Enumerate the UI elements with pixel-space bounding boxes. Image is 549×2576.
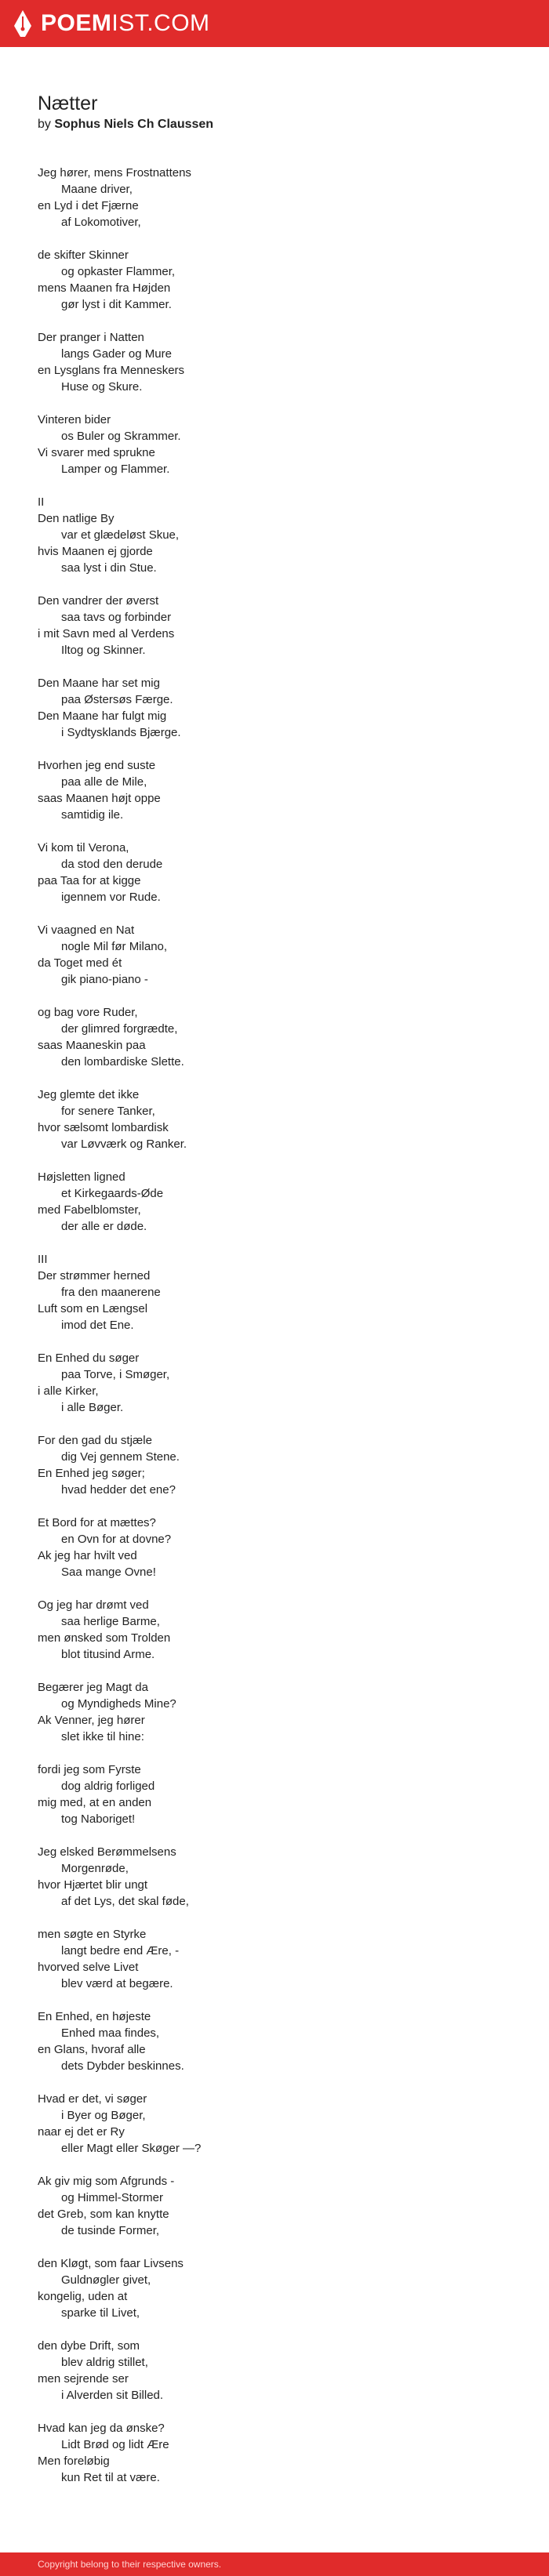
poem-content [38,93,516,2502]
poem-stanza [38,757,516,823]
poem-line: Enhed maa findes, [61,2026,160,2040]
poem-author[interactable]: Sophus Niels Ch Claussen [54,118,214,131]
poem-line: et Kirkegaards-Øde [61,1187,164,1200]
poem-line: paa Taa for at kigge [38,874,141,887]
poem-line: og Himmel-Stormer [61,2191,164,2204]
poem-line: for senere Tanker, [61,1105,155,1118]
poem-line: men ønsked som Trolden [38,1631,171,1645]
poem-line: i alle Kirker, [38,1384,99,1398]
poem-line: en Lyd i det Fjærne [38,199,139,212]
poem-line: For den gad du stjæle [38,1434,152,1447]
poem-line: men søgte en Styrke [38,1928,147,1941]
poem-line: Saa mange Ovne! [61,1566,156,1579]
poem-line: en Glans, hvoraf alle [38,2043,146,2056]
poem-line: en Lysglans fra Menneskers [38,364,185,377]
poem-line: Den Maane har fulgt mig [38,709,167,723]
poem-stanza [38,2338,516,2404]
poem-line: den dybe Drift, som [38,2339,140,2353]
poem-line: saas Maanen højt oppe [38,792,161,805]
poem-line: den lombardiske Slette. [61,1055,184,1068]
poem-line: sparke til Livet, [61,2306,140,2320]
poem-line: gør lyst i dit Kammer. [61,298,172,311]
poem-line: saa herlige Barme, [61,1615,160,1628]
poem-line: Et Bord for at mættes? [38,1516,156,1529]
poem-line: slet ikke til hine: [61,1730,144,1743]
byline-prefix: by [38,118,51,131]
poem-line: Begærer jeg Magt da [38,1681,148,1694]
poem-line: der glimred forgrædte, [61,1022,178,1036]
poem-line: af Lokomotiver, [61,216,141,229]
poem-line: Jeg elsked Berømmelsens [38,1845,176,1859]
poem-line: af det Lys, det skal føde, [61,1895,189,1908]
poem-line: blev aldrig stillet, [61,2356,148,2369]
poem-stanza [38,2173,516,2239]
poem-line: fordi jeg som Fyrste [38,1763,141,1776]
poem-line: Morgenrøde, [61,1862,129,1875]
poem-line: En Enhed du søger [38,1351,140,1365]
copyright-notice: Copyright belong to their respective owners. [38,2559,222,2570]
poem-line: kun Ret til at være. [61,2471,160,2484]
poem-title: Nætter [38,93,98,114]
poem-line: Den natlige By [38,512,115,525]
poem-stanza [38,840,516,905]
poem-line: mens Maanen fra Højden [38,281,171,295]
poem-line: med Fabelblomster, [38,1203,141,1217]
poem-stanza [38,2008,516,2074]
poem-stanza [38,1087,516,1152]
poem-line: hvad hedder det ene? [61,1483,176,1497]
logo-text-bold: POEM [41,10,112,36]
poem-line: og opkaster Flammer, [61,265,176,278]
poem-stanza [38,412,516,477]
poem-line: Vi svarer med sprukne [38,446,155,459]
poem-line: Vi vaagned en Nat [38,923,135,937]
poem-line: Ak Venner, jeg hører [38,1714,145,1727]
poem-line: saas Maaneskin paa [38,1039,146,1052]
poem-stanza [38,1679,516,1745]
poem-line: imod det Ene. [61,1319,134,1332]
logo-text [41,10,210,37]
site-header [0,0,549,47]
poem-line: En Enhed, en højeste [38,2010,151,2023]
poem-line: Hvad er det, vi søger [38,2092,147,2106]
poem-line: Luft som en Længsel [38,1302,148,1315]
poem-line: kongelig, uden at [38,2290,128,2303]
poem-line: dog aldrig forliged [61,1780,155,1793]
poem-line: de skifter Skinner [38,249,129,262]
poem-line: hvorved selve Livet [38,1961,139,1974]
poem-stanza [38,494,516,576]
poem-stanza [38,1004,516,1070]
poem-line: langs Gader og Mure [61,347,172,361]
poem-line: mig med, at en anden [38,1796,152,1809]
poem-line: Hvad kan jeg da ønske? [38,2422,165,2435]
poem-line: i Alverden sit Billed. [61,2389,164,2402]
poem-line: den Kløgt, som faar Livsens [38,2257,184,2270]
poem-stanza [38,2420,516,2486]
poem-body [38,165,516,2486]
poem-line: det Greb, som kan knytte [38,2208,169,2221]
poem-line: Og jeg har drømt ved [38,1598,149,1612]
poem-line: Den vandrer der øverst [38,594,159,608]
poem-line: hvor sælsomt lombardisk [38,1121,169,1134]
poem-line: hvis Maanen ej gjorde [38,545,153,558]
poem-line: blot titusind Arme. [61,1648,155,1661]
poem-line: paa Torve, i Smøger, [61,1368,170,1381]
poem-line: Huse og Skure. [61,380,143,394]
poem-line: igennem vor Rude. [61,891,161,904]
poem-line: i alle Bøger. [61,1401,124,1414]
poem-stanza [38,247,516,313]
poem-line: og Myndigheds Mine? [61,1697,176,1711]
poem-stanza [38,1515,516,1580]
poem-line: dets Dybder beskinnes. [61,2059,184,2073]
poem-line: da Toget med ét [38,956,122,970]
poem-byline [38,118,516,132]
poem-line: nogle Mil før Milano, [61,940,168,953]
poem-line: de tusinde Former, [61,2224,160,2237]
poem-stanza [38,1844,516,1910]
poem-stanza [38,1169,516,1235]
poem-line: Guldnøgler givet, [61,2273,151,2287]
poem-line: dig Vej gennem Stene. [61,1450,180,1464]
poem-line: Der pranger i Natten [38,331,144,344]
poem-stanza [38,165,516,230]
poem-stanza [38,2091,516,2157]
poem-line: fra den maanerene [61,1286,161,1299]
poem-line: paa alle de Mile, [61,775,147,789]
poem-line: Maane driver, [61,183,133,196]
poem-line: der alle er døde. [61,1220,147,1233]
poem-line: III [38,1253,48,1266]
poem-stanza [38,1926,516,1992]
poem-line: Ak giv mig som Afgrunds - [38,2175,175,2188]
poem-stanza [38,922,516,988]
poem-line: Der strømmer herned [38,1269,151,1283]
poem-line: gik piano-piano - [61,973,148,986]
poem-line: Højsletten ligned [38,1170,125,1184]
poem-line: var et glædeløst Skue, [61,528,180,542]
poem-line: Men foreløbig [38,2454,110,2468]
poem-line: en Ovn for at dovne? [61,1533,172,1546]
poem-line: Jeg glemte det ikke [38,1088,140,1101]
poem-line: Hvorhen jeg end suste [38,759,156,772]
poem-line: II [38,495,45,509]
poem-stanza [38,2255,516,2321]
poem-line: da stod den derude [61,858,163,871]
poem-line: Lidt Brød og lidt Ære [61,2438,169,2451]
poem-stanza [38,1761,516,1827]
poem-line: os Buler og Skrammer. [61,430,181,443]
poem-line: saa lyst i din Stue. [61,561,157,575]
poem-line: blev værd at begære. [61,1977,173,1990]
logo-text-light: IST.COM [111,10,210,36]
poem-line: Vi kom til Verona, [38,841,129,854]
poem-line: naar ej det er Ry [38,2125,125,2139]
poem-line: Ak jeg har hvilt ved [38,1549,137,1562]
poem-stanza [38,1350,516,1416]
poem-line: hvor Hjærtet blir ungt [38,1878,148,1892]
poem-line: samtidig ile. [61,808,124,822]
poem-line: og bag vore Ruder, [38,1006,138,1019]
poem-stanza [38,1597,516,1663]
poem-line: En Enhed jeg søger; [38,1467,145,1480]
poem-stanza [38,593,516,659]
poem-stanza [38,1251,516,1333]
poem-line: Lamper og Flammer. [61,463,170,476]
poem-line: eller Magt eller Skøger —? [61,2142,202,2155]
poem-line: var Løvværk og Ranker. [61,1137,187,1151]
poem-line: tog Naboriget! [61,1812,136,1826]
site-footer [0,2552,549,2576]
poem-line: men sejrende ser [38,2372,129,2386]
site-logo[interactable] [13,9,210,38]
poem-line: paa Østersøs Færge. [61,693,173,706]
poem-line: langt bedre end Ære, - [61,1944,180,1957]
poem-stanza [38,675,516,741]
poem-line: Jeg hører, mens Frostnattens [38,166,191,180]
poem-line: i Byer og Bøger, [61,2109,146,2122]
poem-stanza [38,1432,516,1498]
poem-stanza [38,329,516,395]
poem-line: Den Maane har set mig [38,677,160,690]
poem-line: i Sydtysklands Bjærge. [61,726,181,739]
poem-line: saa tavs og forbinder [61,611,172,624]
poem-line: Vinteren bider [38,413,111,426]
poem-line: Iltog og Skinner. [61,644,146,657]
poem-line: i mit Savn med al Verdens [38,627,175,640]
pen-nib-icon [13,9,33,38]
